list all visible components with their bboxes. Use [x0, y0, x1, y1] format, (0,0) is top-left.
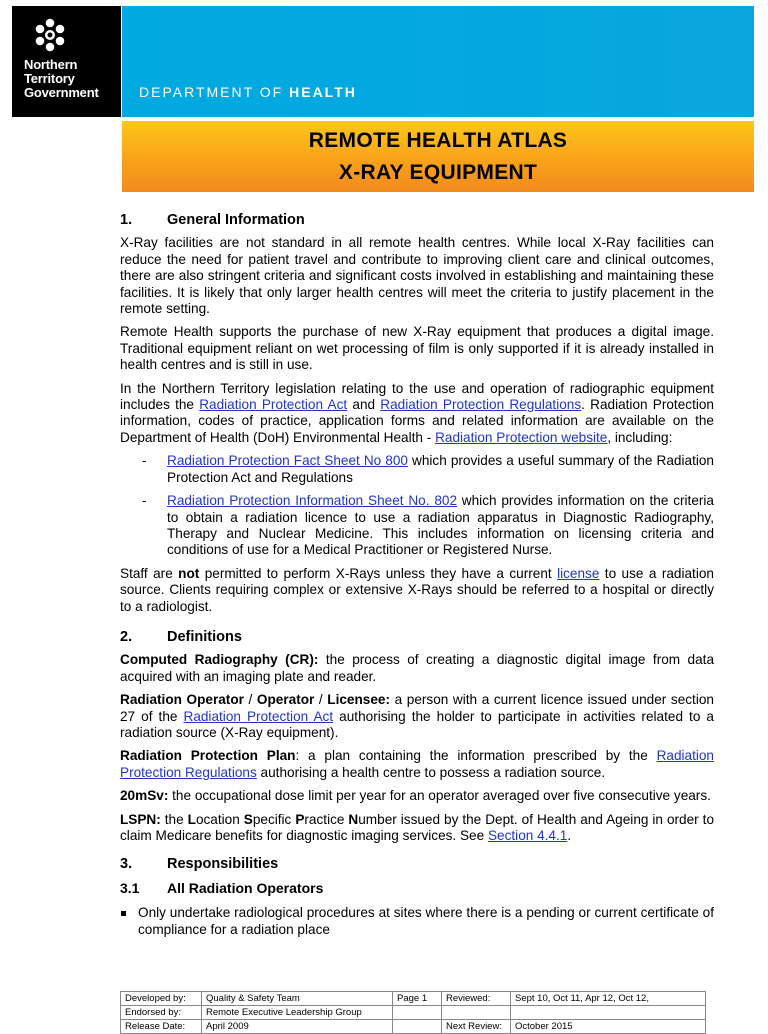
table-cell: April 2009: [202, 1020, 393, 1034]
table-cell: [511, 1006, 706, 1020]
department-banner: [122, 6, 754, 117]
radiation-protection-regulations-link[interactable]: Radiation Protection Regulations: [380, 397, 582, 413]
table-cell: Sept 10, Oct 11, Apr 12, Oct 12,: [511, 992, 706, 1006]
table-cell: Remote Executive Leadership Group: [202, 1006, 393, 1020]
logo-text: Northern Territory Government: [24, 57, 99, 100]
radiation-protection-website-link[interactable]: Radiation Protection website: [435, 429, 608, 445]
flower-emblem-icon: [33, 18, 67, 52]
paragraph: In the Northern Territory legislation relating to the use and operation of radiographic equipment includes the Radiation Protection Act and Radiation Protection Regulations. Radiation Protection information, codes of practice, application forms and related information are available on the Department of Health (DoH) Environmental Health - Radiation Protection website, including:: [120, 380, 714, 445]
radiation-protection-act-link[interactable]: Radiation Protection Act: [183, 708, 334, 724]
table-cell: [393, 1020, 442, 1034]
resource-list: [120, 453, 714, 558]
list-item: - Radiation Protection Fact Sheet No 800 which provides a useful summary of the Radiation Protection Act and Regulations: [142, 453, 714, 485]
table-cell: Reviewed:: [442, 992, 511, 1006]
fact-sheet-800-link[interactable]: Radiation Protection Fact Sheet No 800: [167, 453, 408, 469]
table-cell: [442, 1006, 511, 1020]
information-sheet-802-link[interactable]: Radiation Protection Information Sheet No. 802: [167, 493, 457, 509]
paragraph: X-Ray facilities are not standard in all remote health centres. While local X-Ray facilities can reduce the need for patient travel and contribute to improving client care and clinical outcomes, there are also stringent criteria and significant costs involved in establishing and maintaining these facilities. It is likely that only larger health centres will meet the criteria to justify placement in the remote setting.: [120, 235, 714, 317]
document-title-line2: X-RAY EQUIPMENT: [338, 161, 538, 184]
document-title-banner: [122, 121, 754, 192]
table-cell: Next Review:: [442, 1020, 511, 1034]
definition: LSPN: the Location Specific Practice Number issued by the Dept. of Health and Ageing in order to claim Medicare benefits for diagnostic imaging services. See Section 4.4.1.: [120, 811, 715, 843]
table-cell: Quality & Safety Team: [202, 992, 393, 1006]
section-heading-general: 1. General Information: [120, 212, 305, 228]
page-number: Page 1: [393, 992, 442, 1006]
department-name: DEPARTMENT OF HEALTH: [139, 84, 357, 100]
section-heading-definitions: 2. Definitions: [120, 628, 242, 645]
radiation-protection-act-link[interactable]: Radiation Protection Act: [199, 397, 348, 413]
table-cell: Release Date:: [121, 1020, 202, 1034]
bullet-icon: [121, 911, 126, 916]
table-cell: [393, 1006, 442, 1020]
paragraph: Remote Health supports the purchase of new X-Ray equipment that produces a digital image. Traditional equipment reliant on wet processing of film is only supported if it is already installed in health centres and is still in use.: [120, 324, 714, 373]
table-cell: Developed by:: [121, 992, 202, 1006]
definition: Computed Radiography (CR): the process of creating a diagnostic digital image from data acquired with an imaging plate and reader.: [120, 652, 715, 684]
section-heading-responsibilities: 3. Responsibilities: [120, 856, 279, 873]
paragraph: Staff are not permitted to perform X-Rays unless they have a current license to use a radiation source. Clients requiring complex or extensive X-Rays should be referred to a hospital or directly to a radiologist.: [120, 565, 714, 614]
definition: Radiation Operator / Operator / Licensee: a person with a current licence issued under section 27 of the Radiation Protection Act authorising the holder to participate in activities related to a radiation source (X-Ray equipment).: [120, 692, 714, 740]
responsibility-list: [120, 905, 714, 938]
list-item: Only undertake radiological procedures at sites where there is a pending or current certificate of compliance for a radiation place: [120, 905, 714, 938]
table-cell: Endorsed by:: [121, 1006, 202, 1020]
radiation-protection-regulations-link[interactable]: Radiation Protection Regulations: [120, 748, 714, 780]
document-title-line1: REMOTE HEALTH ATLAS: [308, 129, 568, 152]
subsection-heading-radiation-operators: 3.1 All Radiation Operators: [120, 879, 324, 896]
list-item: - Radiation Protection Information Sheet No. 802 which provides information on the criteria to obtain a radiation licence to use a radiation apparatus in Diagnostic Radiography, Therapy and Nuclear Medicine. This includes information on licensing criteria and conditions of use for a Medical Practitioner or Registered Nurse.: [142, 493, 714, 558]
definition: 20mSv: the occupational dose limit per year for an operator averaged over five consecutive years.: [120, 788, 711, 804]
definition: Radiation Protection Plan: a plan containing the information prescribed by the Radiation Protection Regulations authorising a health centre to possess a radiation source.: [120, 748, 714, 780]
document-body: [120, 212, 714, 938]
table-cell: October 2015: [511, 1020, 706, 1034]
license-link[interactable]: license: [557, 565, 600, 581]
section-4-4-1-link[interactable]: Section 4.4.1: [487, 828, 568, 843]
nt-government-logo: [12, 6, 121, 117]
document-control-table: [120, 991, 706, 1034]
